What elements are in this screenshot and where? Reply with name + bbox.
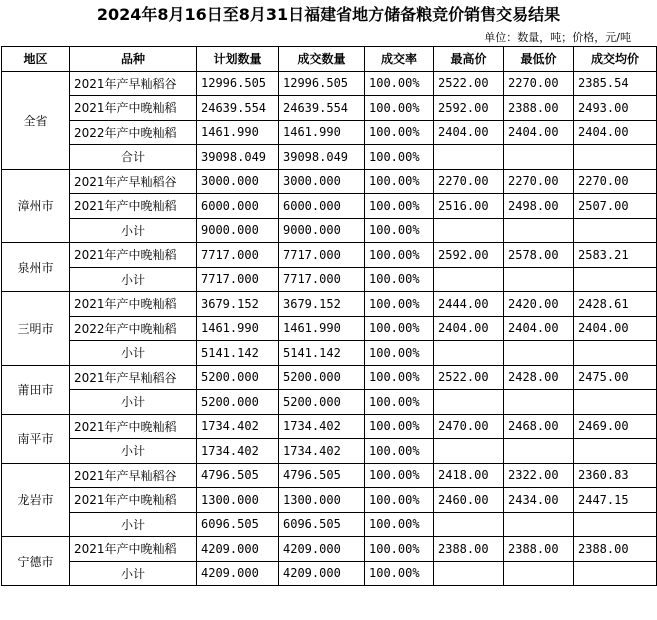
highest-price-cell: 2444.00 <box>434 292 504 317</box>
header-deal-quantity: 成交数量 <box>279 47 365 72</box>
deal-quantity-cell: 1734.402 <box>279 414 365 439</box>
deal-rate-cell: 100.00% <box>365 145 434 170</box>
deal-rate-cell: 100.00% <box>365 439 434 464</box>
planned-quantity-cell: 39098.049 <box>197 145 279 170</box>
deal-rate-cell: 100.00% <box>365 463 434 488</box>
highest-price-cell: 2470.00 <box>434 414 504 439</box>
variety-cell: 2022年产中晚籼稻 <box>70 316 197 341</box>
planned-quantity-cell: 5200.000 <box>197 365 279 390</box>
region-cell: 泉州市 <box>2 243 70 292</box>
planned-quantity-cell: 1734.402 <box>197 439 279 464</box>
header-deal-rate: 成交率 <box>365 47 434 72</box>
subtotal-row <box>2 145 657 170</box>
deal-rate-cell: 100.00% <box>365 243 434 268</box>
variety-cell: 2021年产早籼稻谷 <box>70 463 197 488</box>
subtotal-row <box>2 439 657 464</box>
deal-quantity-cell: 6096.505 <box>279 512 365 537</box>
subtotal-row <box>2 267 657 292</box>
highest-price-cell <box>434 145 504 170</box>
unit-note: 单位：数量，吨；价格，元/吨 <box>484 31 631 44</box>
average-price-cell <box>574 218 657 243</box>
average-price-cell: 2428.61 <box>574 292 657 317</box>
header-row <box>2 47 657 72</box>
lowest-price-cell <box>504 439 574 464</box>
planned-quantity-cell: 6096.505 <box>197 512 279 537</box>
deal-quantity-cell: 5200.000 <box>279 390 365 415</box>
results-table <box>1 46 657 586</box>
highest-price-cell <box>434 267 504 292</box>
variety-cell: 2021年产中晚籼稻 <box>70 292 197 317</box>
page-title: 2024年8月16日至8月31日福建省地方储备粮竞价销售交易结果 <box>96 5 561 24</box>
deal-quantity-cell: 3000.000 <box>279 169 365 194</box>
lowest-price-cell <box>504 218 574 243</box>
deal-quantity-cell: 1300.000 <box>279 488 365 513</box>
header-average-price: 成交均价 <box>574 47 657 72</box>
header-variety: 品种 <box>70 47 197 72</box>
planned-quantity-cell: 7717.000 <box>197 267 279 292</box>
planned-quantity-cell: 1734.402 <box>197 414 279 439</box>
table-row <box>2 120 657 145</box>
lowest-price-cell: 2428.00 <box>504 365 574 390</box>
average-price-cell: 2360.83 <box>574 463 657 488</box>
table-row <box>2 96 657 121</box>
average-price-cell: 2583.21 <box>574 243 657 268</box>
highest-price-cell: 2592.00 <box>434 96 504 121</box>
deal-quantity-cell: 5141.142 <box>279 341 365 366</box>
variety-cell: 小计 <box>70 439 197 464</box>
deal-rate-cell: 100.00% <box>365 267 434 292</box>
planned-quantity-cell: 12996.505 <box>197 71 279 96</box>
table-row <box>2 316 657 341</box>
average-price-cell <box>574 267 657 292</box>
planned-quantity-cell: 1461.990 <box>197 120 279 145</box>
deal-rate-cell: 100.00% <box>365 292 434 317</box>
lowest-price-cell <box>504 390 574 415</box>
variety-cell: 合计 <box>70 145 197 170</box>
highest-price-cell: 2404.00 <box>434 316 504 341</box>
variety-cell: 小计 <box>70 390 197 415</box>
region-cell: 漳州市 <box>2 169 70 243</box>
subtotal-row <box>2 512 657 537</box>
lowest-price-cell: 2388.00 <box>504 96 574 121</box>
table-row <box>2 488 657 513</box>
average-price-cell: 2507.00 <box>574 194 657 219</box>
variety-cell: 小计 <box>70 267 197 292</box>
planned-quantity-cell: 5141.142 <box>197 341 279 366</box>
average-price-cell <box>574 341 657 366</box>
average-price-cell: 2404.00 <box>574 316 657 341</box>
highest-price-cell: 2388.00 <box>434 537 504 562</box>
average-price-cell: 2385.54 <box>574 71 657 96</box>
region-cell: 南平市 <box>2 414 70 463</box>
planned-quantity-cell: 4209.000 <box>197 537 279 562</box>
lowest-price-cell <box>504 561 574 586</box>
subtotal-row <box>2 341 657 366</box>
deal-rate-cell: 100.00% <box>365 488 434 513</box>
table-row <box>2 71 657 96</box>
lowest-price-cell: 2404.00 <box>504 120 574 145</box>
deal-quantity-cell: 4209.000 <box>279 561 365 586</box>
region-cell: 龙岩市 <box>2 463 70 537</box>
region-cell: 全省 <box>2 71 70 169</box>
table-row <box>2 414 657 439</box>
deal-quantity-cell: 4209.000 <box>279 537 365 562</box>
highest-price-cell: 2522.00 <box>434 71 504 96</box>
average-price-cell: 2493.00 <box>574 96 657 121</box>
average-price-cell: 2388.00 <box>574 537 657 562</box>
subtotal-row <box>2 561 657 586</box>
highest-price-cell: 2522.00 <box>434 365 504 390</box>
deal-rate-cell: 100.00% <box>365 194 434 219</box>
average-price-cell <box>574 439 657 464</box>
lowest-price-cell <box>504 341 574 366</box>
planned-quantity-cell: 6000.000 <box>197 194 279 219</box>
deal-rate-cell: 100.00% <box>365 341 434 366</box>
subtotal-row <box>2 218 657 243</box>
deal-rate-cell: 100.00% <box>365 169 434 194</box>
planned-quantity-cell: 1461.990 <box>197 316 279 341</box>
planned-quantity-cell: 3000.000 <box>197 169 279 194</box>
deal-rate-cell: 100.00% <box>365 71 434 96</box>
deal-quantity-cell: 1461.990 <box>279 316 365 341</box>
variety-cell: 2021年产早籼稻谷 <box>70 365 197 390</box>
highest-price-cell <box>434 561 504 586</box>
average-price-cell: 2469.00 <box>574 414 657 439</box>
variety-cell: 2021年产早籼稻谷 <box>70 71 197 96</box>
deal-quantity-cell: 4796.505 <box>279 463 365 488</box>
planned-quantity-cell: 4796.505 <box>197 463 279 488</box>
deal-rate-cell: 100.00% <box>365 390 434 415</box>
variety-cell: 2021年产中晚籼稻 <box>70 96 197 121</box>
variety-cell: 2021年产中晚籼稻 <box>70 414 197 439</box>
highest-price-cell: 2270.00 <box>434 169 504 194</box>
region-cell: 莆田市 <box>2 365 70 414</box>
table-row <box>2 537 657 562</box>
planned-quantity-cell: 9000.000 <box>197 218 279 243</box>
planned-quantity-cell: 24639.554 <box>197 96 279 121</box>
highest-price-cell <box>434 218 504 243</box>
header-planned-quantity: 计划数量 <box>197 47 279 72</box>
average-price-cell: 2447.15 <box>574 488 657 513</box>
highest-price-cell: 2460.00 <box>434 488 504 513</box>
deal-rate-cell: 100.00% <box>365 96 434 121</box>
table-row <box>2 365 657 390</box>
deal-quantity-cell: 39098.049 <box>279 145 365 170</box>
variety-cell: 小计 <box>70 341 197 366</box>
highest-price-cell <box>434 341 504 366</box>
variety-cell: 小计 <box>70 218 197 243</box>
highest-price-cell: 2516.00 <box>434 194 504 219</box>
highest-price-cell <box>434 390 504 415</box>
deal-rate-cell: 100.00% <box>365 218 434 243</box>
region-cell: 宁德市 <box>2 537 70 586</box>
deal-rate-cell: 100.00% <box>365 537 434 562</box>
table-row <box>2 463 657 488</box>
lowest-price-cell: 2578.00 <box>504 243 574 268</box>
lowest-price-cell: 2468.00 <box>504 414 574 439</box>
average-price-cell: 2404.00 <box>574 120 657 145</box>
average-price-cell <box>574 390 657 415</box>
lowest-price-cell <box>504 512 574 537</box>
deal-rate-cell: 100.00% <box>365 365 434 390</box>
deal-rate-cell: 100.00% <box>365 120 434 145</box>
deal-quantity-cell: 24639.554 <box>279 96 365 121</box>
deal-rate-cell: 100.00% <box>365 512 434 537</box>
highest-price-cell: 2418.00 <box>434 463 504 488</box>
deal-quantity-cell: 9000.000 <box>279 218 365 243</box>
planned-quantity-cell: 1300.000 <box>197 488 279 513</box>
average-price-cell <box>574 561 657 586</box>
deal-quantity-cell: 1461.990 <box>279 120 365 145</box>
deal-quantity-cell: 3679.152 <box>279 292 365 317</box>
variety-cell: 小计 <box>70 561 197 586</box>
lowest-price-cell <box>504 267 574 292</box>
variety-cell: 2021年产中晚籼稻 <box>70 537 197 562</box>
lowest-price-cell: 2322.00 <box>504 463 574 488</box>
deal-rate-cell: 100.00% <box>365 316 434 341</box>
lowest-price-cell <box>504 145 574 170</box>
table-body <box>2 71 657 586</box>
lowest-price-cell: 2270.00 <box>504 71 574 96</box>
variety-cell: 小计 <box>70 512 197 537</box>
planned-quantity-cell: 3679.152 <box>197 292 279 317</box>
highest-price-cell <box>434 439 504 464</box>
variety-cell: 2021年产中晚籼稻 <box>70 488 197 513</box>
average-price-cell: 2270.00 <box>574 169 657 194</box>
lowest-price-cell: 2270.00 <box>504 169 574 194</box>
header-highest-price: 最高价 <box>434 47 504 72</box>
deal-quantity-cell: 5200.000 <box>279 365 365 390</box>
table-row <box>2 169 657 194</box>
deal-quantity-cell: 7717.000 <box>279 267 365 292</box>
deal-quantity-cell: 12996.505 <box>279 71 365 96</box>
highest-price-cell: 2592.00 <box>434 243 504 268</box>
region-cell: 三明市 <box>2 292 70 366</box>
deal-quantity-cell: 7717.000 <box>279 243 365 268</box>
planned-quantity-cell: 5200.000 <box>197 390 279 415</box>
average-price-cell <box>574 512 657 537</box>
lowest-price-cell: 2404.00 <box>504 316 574 341</box>
deal-rate-cell: 100.00% <box>365 414 434 439</box>
highest-price-cell: 2404.00 <box>434 120 504 145</box>
lowest-price-cell: 2420.00 <box>504 292 574 317</box>
table-row <box>2 243 657 268</box>
table-row <box>2 194 657 219</box>
table-row <box>2 292 657 317</box>
deal-rate-cell: 100.00% <box>365 561 434 586</box>
variety-cell: 2021年产中晚籼稻 <box>70 194 197 219</box>
average-price-cell <box>574 145 657 170</box>
variety-cell: 2022年产中晚籼稻 <box>70 120 197 145</box>
variety-cell: 2021年产早籼稻谷 <box>70 169 197 194</box>
lowest-price-cell: 2388.00 <box>504 537 574 562</box>
average-price-cell: 2475.00 <box>574 365 657 390</box>
deal-quantity-cell: 1734.402 <box>279 439 365 464</box>
planned-quantity-cell: 7717.000 <box>197 243 279 268</box>
header-lowest-price: 最低价 <box>504 47 574 72</box>
lowest-price-cell: 2498.00 <box>504 194 574 219</box>
planned-quantity-cell: 4209.000 <box>197 561 279 586</box>
highest-price-cell <box>434 512 504 537</box>
variety-cell: 2021年产中晚籼稻 <box>70 243 197 268</box>
header-region: 地区 <box>2 47 70 72</box>
lowest-price-cell: 2434.00 <box>504 488 574 513</box>
subtotal-row <box>2 390 657 415</box>
deal-quantity-cell: 6000.000 <box>279 194 365 219</box>
